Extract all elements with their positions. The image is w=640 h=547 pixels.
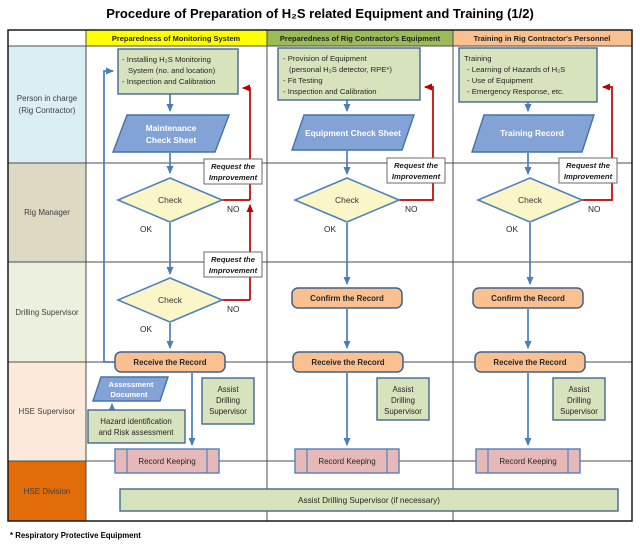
- lane-hse-division-label: HSE Division: [23, 487, 71, 496]
- record-keeping-label-col2: Record Keeping: [318, 457, 376, 466]
- lane-cells: [8, 46, 86, 521]
- check-label-col1-1: Check: [157, 195, 183, 205]
- task-training-line-2: - Learning of Hazards of H₂S: [467, 65, 566, 74]
- training-record-label: Training Record: [500, 128, 564, 138]
- request-label-col1-lower-2: Improvement: [208, 266, 258, 275]
- footnote: * Respiratory Protective Equipment: [10, 531, 141, 540]
- no-label-col1-1: NO: [227, 204, 240, 214]
- task-training-line-4: - Emergency Response, etc.: [467, 87, 564, 96]
- check-label-col2: Check: [334, 195, 360, 205]
- hazard-label-1: Hazard identification: [100, 417, 172, 426]
- lane-person-in-charge-cell: [8, 46, 86, 163]
- assist-label-col3-2: Drilling: [566, 396, 592, 405]
- task-equipment-line-4: - Inspection and Calibration: [283, 87, 377, 96]
- request-label-col1-upper-1: Request the: [211, 162, 255, 171]
- equipment-check-sheet-label: Equipment Check Sheet: [305, 128, 401, 138]
- task-equipment-line-2: (personal H₂S detector, RPE*): [289, 65, 392, 74]
- receive-record-label-col3: Receive the Record: [493, 358, 567, 367]
- task-training-line-1: Training: [464, 54, 492, 63]
- request-label-col2-2: Improvement: [391, 172, 441, 181]
- maintenance-check-sheet-label-2: Check Sheet: [145, 135, 197, 145]
- assist-label-col1-2: Drilling: [215, 396, 241, 405]
- receive-record-label-col1: Receive the Record: [133, 358, 207, 367]
- confirm-record-label-col2: Confirm the Record: [310, 294, 384, 303]
- receive-record-label-col2: Receive the Record: [311, 358, 385, 367]
- lane-hse-supervisor-label: HSE Supervisor: [18, 407, 76, 416]
- hazard-identification-box: [88, 410, 185, 443]
- request-label-col2-1: Request the: [394, 161, 438, 170]
- assist-wide-label: Assist Drilling Supervisor (if necessary): [298, 496, 440, 505]
- task-monitoring-line-3: - Inspection and Calibration: [122, 77, 216, 86]
- ok-label-col2: OK: [324, 224, 336, 234]
- no-label-col1-2: NO: [227, 304, 240, 314]
- page-title: Procedure of Preparation of H₂S related Equipment and Training (1/2): [106, 6, 534, 21]
- header-personnel-label: Training in Rig Contractor's Personnel: [473, 34, 611, 43]
- assist-label-col1-1: Assist: [217, 385, 239, 394]
- request-label-col3-2: Improvement: [563, 172, 613, 181]
- assist-label-col2-2: Drilling: [390, 396, 416, 405]
- record-keeping-label-col1: Record Keeping: [138, 457, 196, 466]
- task-monitoring-line-1: - Installing H₂S Monitoring: [122, 55, 211, 64]
- request-label-col3-1: Request the: [566, 161, 610, 170]
- assist-label-col3-1: Assist: [568, 385, 590, 394]
- assist-label-col1-3: Supervisor: [209, 407, 247, 416]
- assist-label-col2-3: Supervisor: [384, 407, 422, 416]
- no-label-col2: NO: [405, 204, 418, 214]
- maintenance-check-sheet-label-1: Maintenance: [145, 123, 197, 133]
- request-label-col1-lower-1: Request the: [211, 255, 255, 264]
- header-equipment-label: Preparedness of Rig Contractor's Equipment: [279, 34, 441, 43]
- swimlane-grid: [8, 30, 632, 521]
- task-equipment-line-3: - Fit Testing: [283, 76, 323, 85]
- ok-label-col3: OK: [506, 224, 518, 234]
- request-label-col1-upper-2: Improvement: [208, 173, 258, 182]
- ok-label-col1-1: OK: [140, 224, 152, 234]
- hazard-label-2: and Risk assessment: [98, 428, 174, 437]
- blue-feedback-line-col1: [104, 71, 115, 362]
- header-monitoring-label: Preparedness of Monitoring System: [111, 34, 241, 43]
- lane-person-in-charge-label-2: (Rig Contractor): [18, 106, 76, 115]
- table-border: [8, 30, 632, 521]
- lane-person-in-charge-label-1: Person in charge: [16, 94, 78, 103]
- lane-rig-manager-label: Rig Manager: [24, 208, 70, 217]
- assessment-document-label-2: Document: [110, 390, 148, 399]
- task-training-line-3: - Use of Equipment: [467, 76, 533, 85]
- no-label-col3: NO: [588, 204, 601, 214]
- assist-label-col2-1: Assist: [392, 385, 414, 394]
- task-monitoring-line-2: System (no. and location): [128, 66, 216, 75]
- ok-label-col1-2: OK: [140, 324, 152, 334]
- assessment-document-label-1: Assessment: [108, 380, 154, 389]
- task-equipment-line-1: - Provision of Equipment: [283, 54, 367, 63]
- maintenance-check-sheet-doc: [113, 115, 229, 152]
- assist-label-col3-3: Supervisor: [560, 407, 598, 416]
- check-label-col1-2: Check: [157, 295, 183, 305]
- record-keeping-label-col3: Record Keeping: [499, 457, 557, 466]
- lane-drilling-supervisor-label: Drilling Supervisor: [15, 308, 79, 317]
- check-label-col3: Check: [517, 195, 543, 205]
- confirm-record-label-col3: Confirm the Record: [491, 294, 565, 303]
